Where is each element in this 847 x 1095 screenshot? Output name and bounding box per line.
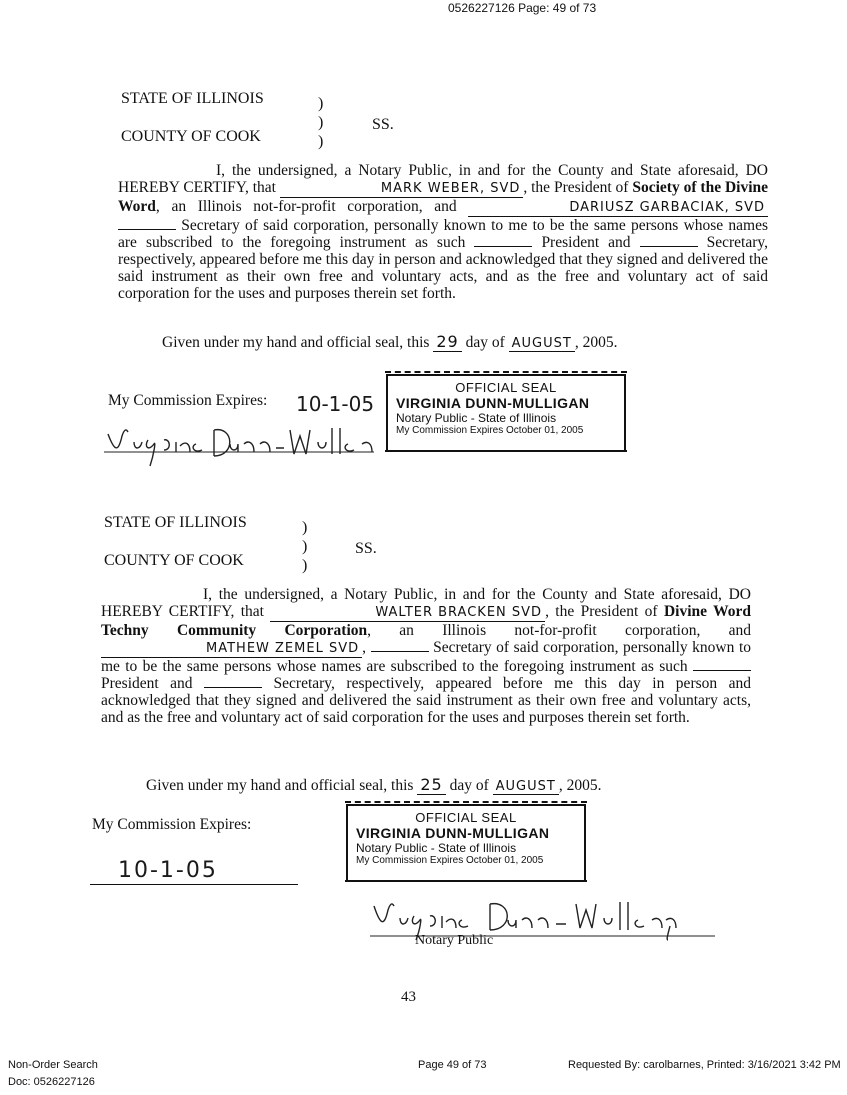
venue-bracket-1: ) ) ): [318, 95, 324, 150]
certificate-paragraph-1: I, the undersigned, a Notary Public, in and for the County and State aforesaid, DO HEREBY CERTIFY, that MARK WEBER, SVD , the President of Society of the Divine Word, an Illinois not-for-profit corporation, and DARIUSZ GARBACIAK, SVD Secretary of said corporation, personally known to me to be the same persons whose names are subscribed to the foregoing instrument as such President and Secretary, respectively, appeared before me this day in person and acknowledged that they signed and delivered the said instrument as their own free and voluntary acts, and as the free and voluntary act of said corporation for the uses and purposes therein set forth.: [118, 162, 769, 302]
day-value-2: 25: [417, 775, 445, 795]
footer-doc-number: Doc: 0526227126: [8, 1076, 95, 1088]
month-value-1: AUGUST: [509, 336, 575, 352]
notary-signature-1: [104, 420, 384, 472]
state-label-2: STATE OF ILLINOIS: [104, 514, 247, 531]
president-name-1: MARK WEBER, SVD: [280, 180, 523, 198]
notary-public-label: Notary Public: [415, 933, 494, 948]
commission-label-1: My Commission Expires:: [108, 392, 268, 409]
given-under-hand-1: Given under my hand and official seal, this 29 day of AUGUST , 2005.: [162, 332, 618, 351]
commission-date-line-2: [90, 884, 298, 885]
official-seal-1: OFFICIAL SEAL VIRGINIA DUNN-MULLIGAN Notary Public - State of Illinois My Commission Expires October 01, 2005: [386, 374, 626, 452]
certificate-paragraph-2: I, the undersigned, a Notary Public, in and for the County and State aforesaid, DO HEREBY CERTIFY, that WALTER BRACKEN SVD , the President of Divine Word Techny Community Corporation, an Illinois not-for-profit corporation, and MATHEW ZEMEL SVD , Secretary of said corporation, personally known to me to be the same persons whose names are subscribed to the foregoing instrument as such President and Secretary, respectively, appeared before me this day in person and acknowledged that they signed and delivered the said instrument as their own free and voluntary acts, and as the free and voluntary act of said corporation for the uses and purposes therein set forth.: [101, 586, 752, 726]
ss-label-2: SS.: [355, 540, 377, 557]
page-number: 43: [401, 989, 416, 1005]
county-label-1: COUNTY OF COOK: [121, 128, 261, 145]
secretary-name-2: MATHEW ZEMEL SVD: [101, 640, 362, 658]
document-page-header: 0526227126 Page: 49 of 73: [448, 1, 597, 15]
commission-label-2: My Commission Expires:: [92, 816, 252, 833]
footer-search-type: Non-Order Search: [8, 1059, 98, 1071]
day-value-1: 29: [433, 332, 461, 352]
footer-requested-by: Requested By: carolbarnes, Printed: 3/16/2021 3:42 PM: [568, 1059, 841, 1071]
organization-2: Divine Word Techny Community Corporation: [101, 603, 752, 639]
commission-date-1: 10-1-05: [296, 392, 375, 416]
commission-date-2: 10-1-05: [118, 858, 218, 883]
president-name-2: WALTER BRACKEN SVD: [270, 604, 545, 622]
ss-label-1: SS.: [372, 116, 394, 133]
month-value-2: AUGUST: [493, 779, 559, 795]
footer-page-indicator: Page 49 of 73: [418, 1059, 487, 1071]
state-label-1: STATE OF ILLINOIS: [121, 90, 264, 107]
given-under-hand-2: Given under my hand and official seal, this 25 day of AUGUST , 2005.: [146, 775, 602, 794]
official-seal-2: OFFICIAL SEAL VIRGINIA DUNN-MULLIGAN Notary Public - State of Illinois My Commission Expires October 01, 2005: [346, 804, 586, 882]
county-label-2: COUNTY OF COOK: [104, 552, 244, 569]
venue-bracket-2: ) ) ): [302, 519, 308, 574]
organization-1: Society of the Divine Word: [118, 179, 769, 215]
secretary-name-1: DARIUSZ GARBACIAK, SVD: [468, 199, 768, 217]
